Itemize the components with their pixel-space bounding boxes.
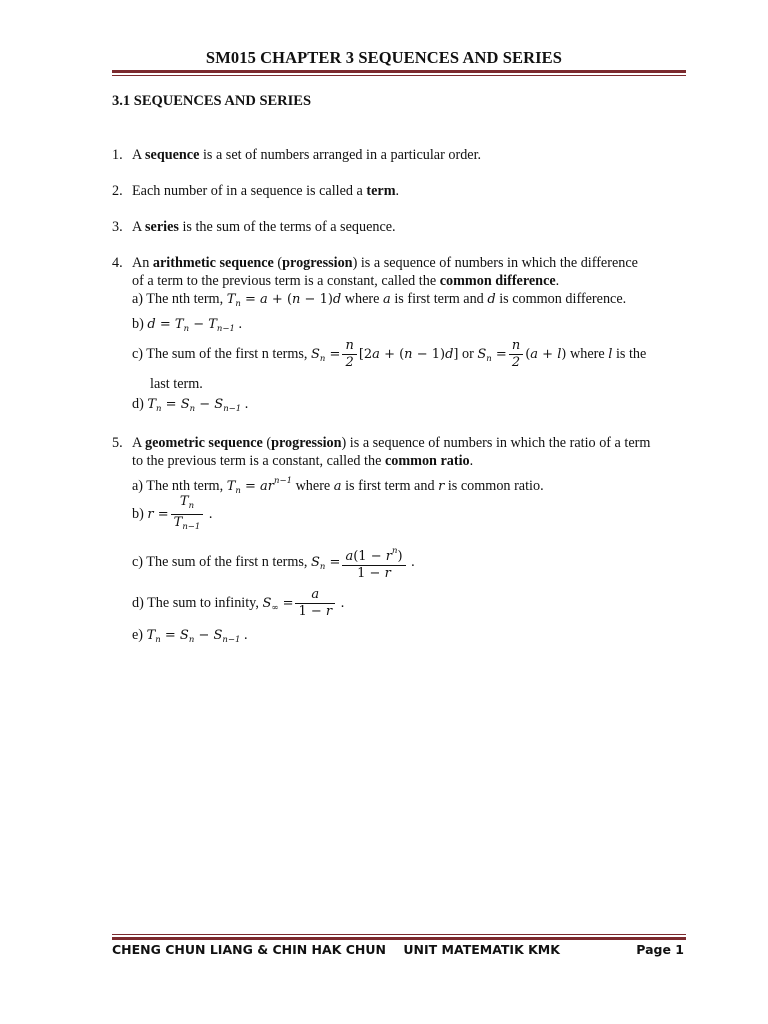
page-title: SM015 CHAPTER 3 SEQUENCES AND SERIES <box>205 48 563 67</box>
footer-credits: CHENG CHUN LIANG & CHIN HAK CHUN UNIT MATEMATIK KMK <box>112 942 560 957</box>
page-footer <box>112 942 686 962</box>
item-text-line-1: A geometric sequence (progression) is a sequence of numbers in which the ratio of a term <box>132 435 651 451</box>
section-heading: 3.1 SEQUENCES AND SERIES <box>112 93 312 109</box>
item-number: 2. <box>112 183 123 199</box>
formula-nth-term-geometric: a) The nth term, $T_n = ar^{n-1}$ where a is first term and r is common ratio. <box>132 476 544 496</box>
header-rule-thin <box>112 75 686 76</box>
item-text-line-1: An arithmetic sequence (progression) is a sequence of numbers in which the difference <box>132 255 638 271</box>
item-text-line-2: to the previous term is a constant, called the common ratio. <box>132 453 474 469</box>
item-number: 1. <box>112 147 123 163</box>
formula-nth-term-from-sums-geometric: e) $T_n = S_n - S_{n-1}$ . <box>132 627 248 645</box>
formula-sum-to-infinity: d) The sum to infinity, $S_\infty$ = $\frac{a}{1 - r}$ . <box>132 587 345 620</box>
page-number: Page 1 <box>636 942 684 957</box>
footer-rule-thin <box>112 934 686 935</box>
item-text: A series is the sum of the terms of a sequence. <box>132 219 396 235</box>
formula-nth-term: a) The nth term, $T_n = a + (n - 1)d$ where a is first term and d is common difference. <box>132 291 627 309</box>
formula-nth-term-from-sums: d) $T_n = S_n - S_{n-1}$ . <box>132 396 249 414</box>
item-text: Each number of in a sequence is called a term. <box>132 183 400 199</box>
formula-sum-arithmetic-continued: last term. <box>150 376 203 392</box>
item-number: 4. <box>112 255 123 271</box>
formula-sum-geometric: c) The sum of the first n terms, $S_n$ = $\frac{a(1 - r^n)}{1 - r}$ . <box>132 543 415 586</box>
item-text-line-2: of a term to the previous term is a constant, called the common difference. <box>132 273 560 289</box>
footer-rule-thick <box>112 937 686 940</box>
formula-common-difference: b) $d = T_n - T_{n-1}$ . <box>132 316 243 334</box>
formula-common-ratio: b) r = $\frac{T_n}{T_{n-1}}$ . <box>132 494 213 533</box>
item-text: A sequence is a set of numbers arranged in a particular order. <box>132 147 482 163</box>
formula-sum-arithmetic: c) The sum of the first n terms, $S_n$ = $\frac{n}{2}$ [2a + (n − 1)d] or $S_n$ = $\frac{n}{2}$ (a + l) where l is the <box>132 338 647 371</box>
item-number: 3. <box>112 219 123 235</box>
header-rule-thick <box>112 70 686 73</box>
item-number: 5. <box>112 435 123 451</box>
